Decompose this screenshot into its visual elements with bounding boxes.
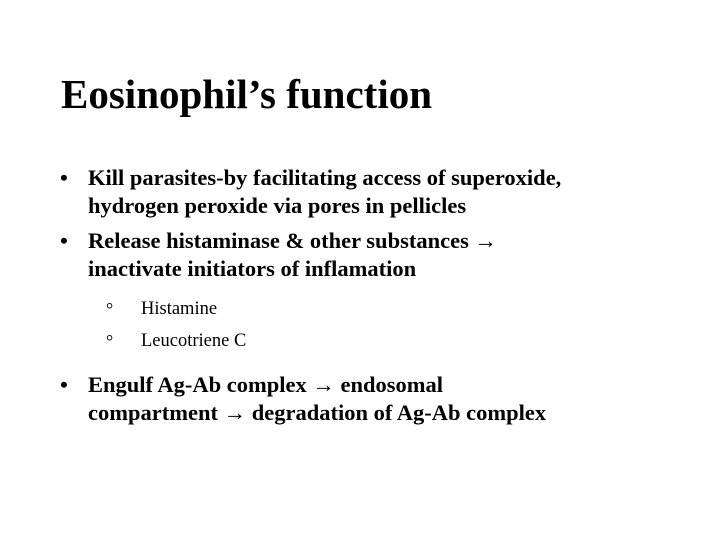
sub-bullet-item [106,325,718,357]
sub-bullet-list [88,293,700,357]
bullet-text-line: Kill parasites-by facilitating access of superoxide, [88,165,562,190]
sub-bullet-marker: ° [106,299,114,319]
bullet-marker: • [60,228,68,253]
bullet-list [60,164,700,427]
sub-bullet-marker: ° [106,331,114,351]
bullet-text-line: hydrogen peroxide via pores in pellicles [88,193,467,218]
bullet-text-line: compartment → degradation of Ag-Ab complex [88,400,547,425]
bullet-text-line: Release histaminase & other substances → [88,228,497,253]
bullet-text-line: inactivate initiators of inflamation [88,256,417,281]
bullet-marker: • [60,165,68,190]
sub-bullet-item [106,293,718,325]
slide-title: Eosinophil’s function [61,71,433,117]
sub-bullet-text: Leucotriene C [141,331,247,351]
bullet-marker: • [60,372,68,397]
sub-bullet-text: Histamine [141,299,218,319]
bullet-text-line: Engulf Ag-Ab complex → endosomal [88,372,444,397]
bullet-item [60,371,700,427]
bullet-item [60,227,700,357]
bullet-item [60,164,700,220]
